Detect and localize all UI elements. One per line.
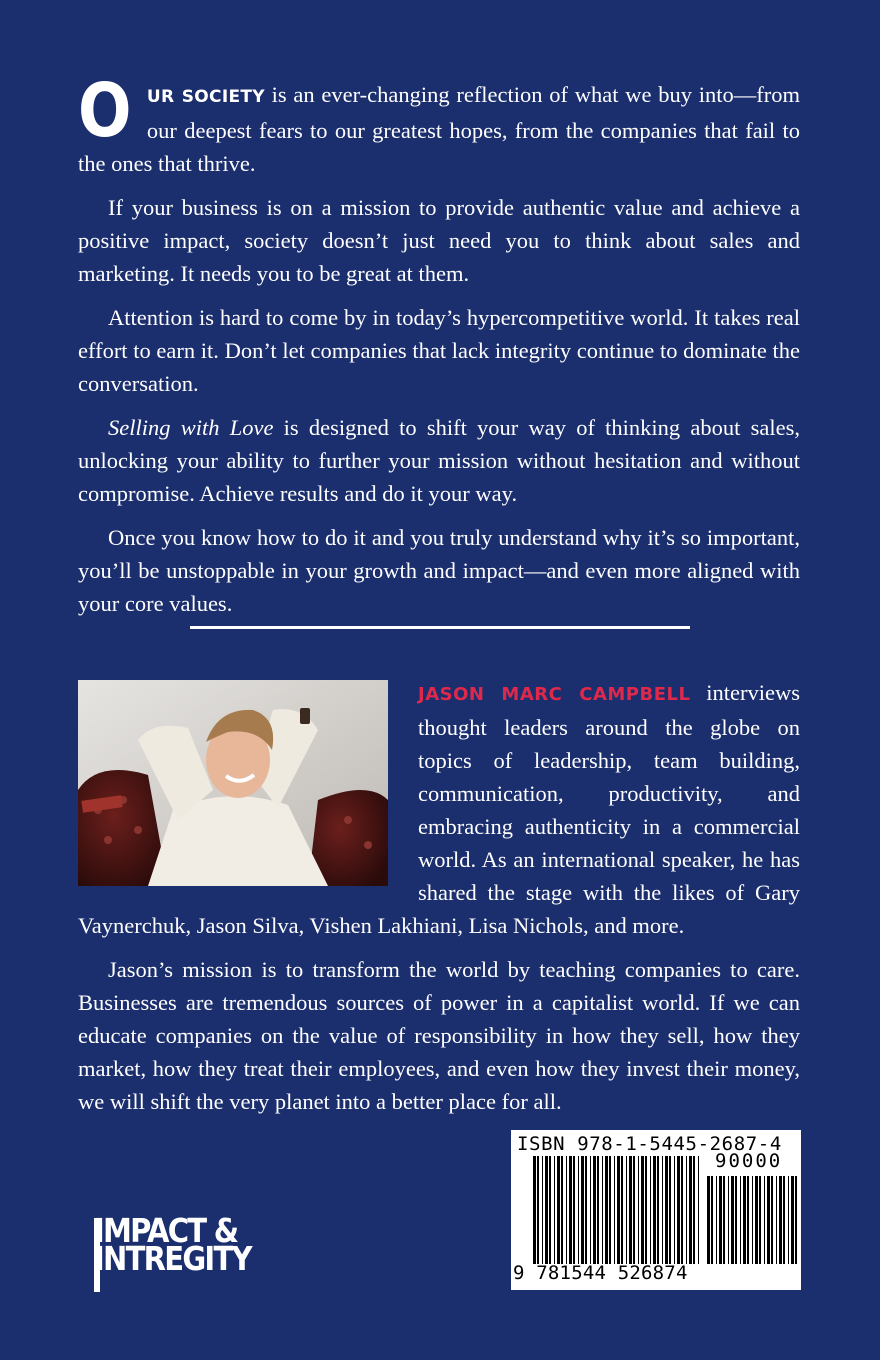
price-code: 90000 (715, 1150, 783, 1172)
blurb-p4-text: is designed to shift your way of thinking about sales, unlocking your ability to further your mission without hesitation and without compromise. Achieve results and do it your way. (78, 415, 800, 506)
blurb-paragraph-4 (78, 411, 800, 510)
author-name: JASON MARC CAMPBELL (418, 684, 691, 705)
blurb-paragraph-2: If your business is on a mission to provide authentic value and achieve a positive impact, society doesn’t just need you to think about sales and marketing. It needs you to be great at them. (78, 195, 800, 286)
blurb-paragraph-1 (78, 68, 800, 180)
blurb-paragraph-3: Attention is hard to come by in today’s hypercompetitive world. It takes real effort to earn it. Don’t let companies that lack integrity continue to dominate the conversation. (78, 305, 800, 396)
isbn-number: ISBN 978-1-5445-2687-4 (517, 1133, 782, 1155)
bio-p1-text: interviews thought leaders around the globe on topics of leadership, team building, communication, productivity, and embracing authenticity in a commercial world. As an international speaker, he has shared the stage with the likes of Gary Vaynerchuk, Jason Silva, Vishen Lakhiani, Lisa Nichols, and more. (78, 680, 800, 938)
blurb-text (78, 68, 800, 631)
bio-paragraph-2: Jason’s mission is to transform the world by teaching companies to care. Businesses are tremendous sources of power in a capitalist world. If we can educate companies on the value of responsibility in how they sell, how they market, how they treat their employees, and even how they invest their money, we will shift the very planet into a better place for all. (78, 957, 800, 1114)
drop-cap: O (78, 68, 132, 154)
publisher-logo (88, 1208, 288, 1292)
ean-number: 9 781544 526874 (513, 1262, 688, 1284)
blurb-p1-text: is an ever-changing reflection of what we buy into—from our deepest fears to our greatest hopes, from the companies that fail to the ones that thrive. (78, 82, 800, 176)
logo-line-2: INTREGITY (94, 1239, 251, 1278)
photo-float-space (78, 676, 418, 886)
divider-rule (190, 626, 690, 629)
isbn-barcode (511, 1130, 801, 1290)
logo-line-1: IMPACT & (94, 1211, 238, 1250)
book-title: Selling with Love (108, 415, 274, 440)
blurb-paragraph-5: Once you know how to do it and you truly understand why it’s so important, you’ll be unstoppable in your growth and impact—and even more aligned with your core values. (78, 525, 800, 616)
author-bio (78, 676, 800, 1129)
lead-caps: UR SOCIETY (146, 87, 265, 107)
